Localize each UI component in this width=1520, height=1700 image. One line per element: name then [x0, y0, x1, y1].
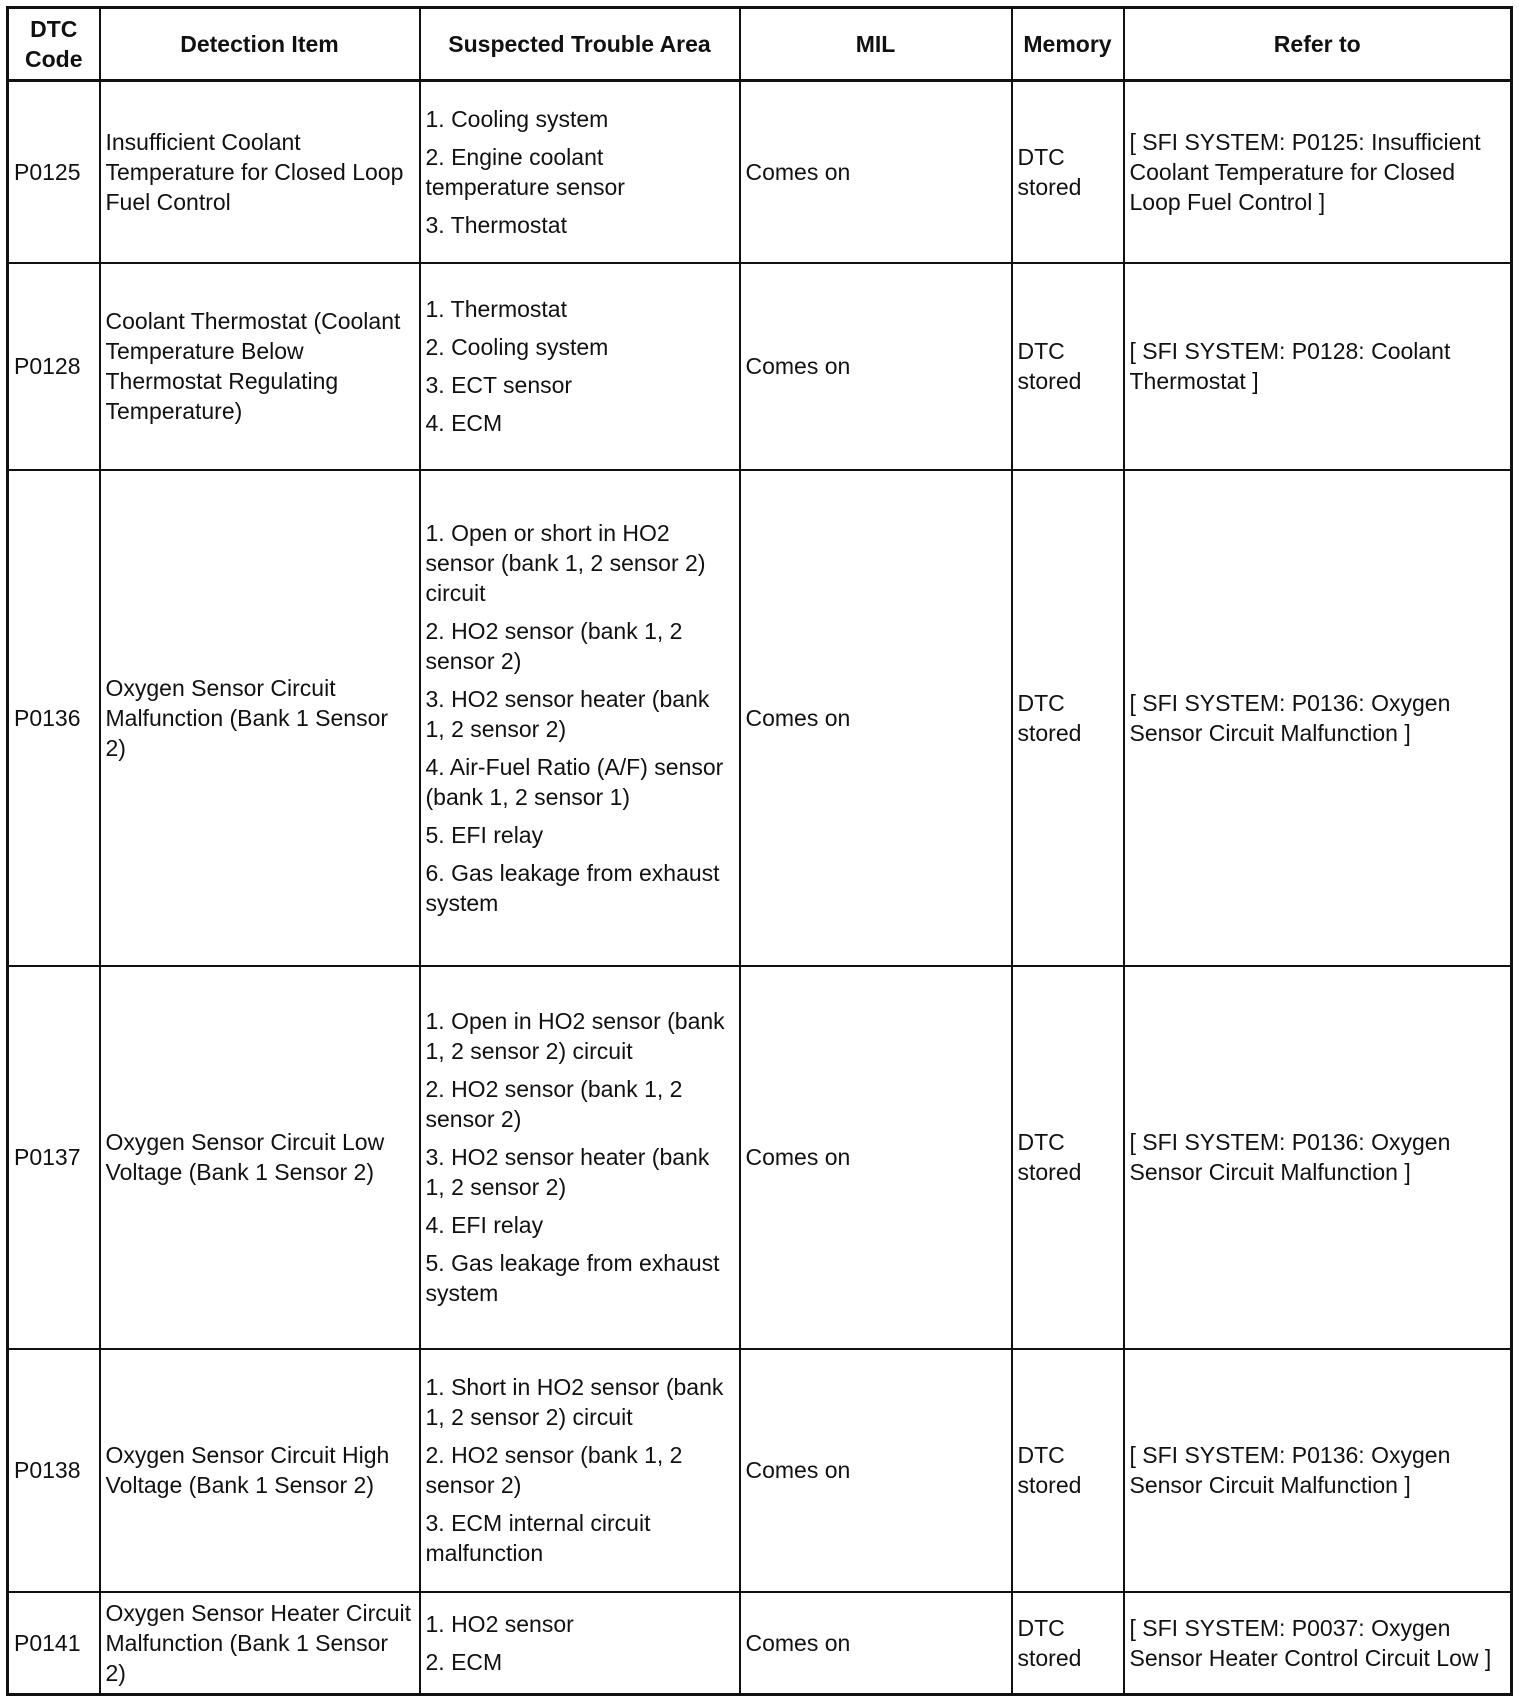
detection-item-cell: Oxygen Sensor Circuit Malfunction (Bank 1 Sensor 2): [100, 470, 420, 966]
trouble-area-item: 1. Short in HO2 sensor (bank 1, 2 sensor 2) circuit: [425, 1374, 724, 1430]
trouble-area-cell: [420, 470, 740, 966]
refer-to-link[interactable]: [ SFI SYSTEM: P0136: Oxygen Sensor Circuit Malfunction ]: [1124, 966, 1512, 1349]
mil-cell: Comes on: [740, 1592, 1012, 1695]
trouble-area-item: 5. Gas leakage from exhaust system: [425, 1250, 720, 1306]
dtc-code-cell: P0125: [8, 81, 100, 263]
trouble-area-item: 6. Gas leakage from exhaust system: [425, 859, 720, 916]
trouble-area-item: 3. ECM internal circuit malfunction: [425, 1510, 651, 1566]
memory-cell: DTC stored: [1012, 470, 1124, 966]
dtc-code-cell: P0138: [8, 1349, 100, 1592]
refer-to-link[interactable]: [ SFI SYSTEM: P0136: Oxygen Sensor Circuit Malfunction ]: [1124, 1349, 1512, 1592]
trouble-area-item: 1. Open in HO2 sensor (bank 1, 2 sensor 2) circuit: [425, 1008, 725, 1064]
detection-item-cell: Oxygen Sensor Circuit High Voltage (Bank 1 Sensor 2): [100, 1349, 420, 1592]
memory-cell: DTC stored: [1012, 81, 1124, 263]
header-suspected-trouble-area: Suspected Trouble Area: [420, 8, 740, 81]
trouble-area-item: 1. Cooling system: [425, 105, 609, 132]
dtc-code-cell: P0137: [8, 966, 100, 1349]
trouble-area-item: 2. HO2 sensor (bank 1, 2 sensor 2): [425, 1442, 683, 1498]
trouble-area-cell: [420, 1349, 740, 1592]
trouble-area-item: 4. Air-Fuel Ratio (A/F) sensor (bank 1, 2 sensor 1): [425, 753, 724, 810]
refer-to-link[interactable]: [ SFI SYSTEM: P0037: Oxygen Sensor Heater Control Circuit Low ]: [1124, 1592, 1512, 1695]
detection-item-cell: Insufficient Coolant Temperature for Closed Loop Fuel Control: [100, 81, 420, 263]
table-row: [8, 966, 1512, 1349]
trouble-area-item: 3. ECT sensor: [425, 372, 573, 398]
header-detection-item: Detection Item: [100, 8, 420, 81]
trouble-area-item: 3. Thermostat: [425, 211, 567, 238]
memory-cell: DTC stored: [1012, 263, 1124, 470]
trouble-area-item: 5. EFI relay: [425, 821, 544, 848]
trouble-area-item: 2. Engine coolant temperature sensor: [425, 143, 625, 200]
table-row: [8, 81, 1512, 263]
mil-cell: Comes on: [740, 1349, 1012, 1592]
trouble-area-item: 4. ECM: [425, 410, 503, 436]
mil-cell: Comes on: [740, 81, 1012, 263]
memory-cell: DTC stored: [1012, 966, 1124, 1349]
dtc-code-cell: P0128: [8, 263, 100, 470]
refer-to-link[interactable]: [ SFI SYSTEM: P0136: Oxygen Sensor Circuit Malfunction ]: [1124, 470, 1512, 966]
mil-cell: Comes on: [740, 263, 1012, 470]
trouble-area-item: 2. HO2 sensor (bank 1, 2 sensor 2): [425, 1076, 683, 1132]
trouble-area-item: 1. Open or short in HO2 sensor (bank 1, 2 sensor 2) circuit: [425, 519, 706, 606]
trouble-area-item: 2. HO2 sensor (bank 1, 2 sensor 2): [425, 617, 683, 674]
dtc-code-cell: P0136: [8, 470, 100, 966]
mil-cell: Comes on: [740, 470, 1012, 966]
dtc-table: [6, 6, 1513, 1696]
header-row: [8, 8, 1512, 81]
header-refer-to: Refer to: [1124, 8, 1512, 81]
trouble-area-item: 2. ECM: [425, 1648, 503, 1675]
header-dtc-code: DTC Code: [8, 8, 100, 81]
trouble-area-cell: [420, 263, 740, 470]
header-mil: MIL: [740, 8, 1012, 81]
memory-cell: DTC stored: [1012, 1592, 1124, 1695]
trouble-area-item: 1. Thermostat: [425, 296, 567, 322]
trouble-area-item: 4. EFI relay: [425, 1212, 544, 1238]
header-memory: Memory: [1012, 8, 1124, 81]
refer-to-link[interactable]: [ SFI SYSTEM: P0128: Coolant Thermostat ]: [1124, 263, 1512, 470]
memory-cell: DTC stored: [1012, 1349, 1124, 1592]
trouble-area-item: 2. Cooling system: [425, 334, 609, 360]
trouble-area-cell: [420, 81, 740, 263]
trouble-area-cell: [420, 1592, 740, 1695]
trouble-area-item: 1. HO2 sensor: [425, 1610, 574, 1637]
table-row: [8, 1349, 1512, 1592]
table-row: [8, 1592, 1512, 1695]
dtc-code-cell: P0141: [8, 1592, 100, 1695]
trouble-area-item: 3. HO2 sensor heater (bank 1, 2 sensor 2): [425, 685, 710, 742]
detection-item-cell: Oxygen Sensor Heater Circuit Malfunction (Bank 1 Sensor 2): [100, 1592, 420, 1695]
mil-cell: Comes on: [740, 966, 1012, 1349]
table-row: [8, 263, 1512, 470]
trouble-area-item: 3. HO2 sensor heater (bank 1, 2 sensor 2): [425, 1144, 710, 1200]
refer-to-link[interactable]: [ SFI SYSTEM: P0125: Insufficient Coolant Temperature for Closed Loop Fuel Control ]: [1124, 81, 1512, 263]
table-row: [8, 470, 1512, 966]
detection-item-cell: Coolant Thermostat (Coolant Temperature Below Thermostat Regulating Temperature): [100, 263, 420, 470]
trouble-area-cell: [420, 966, 740, 1349]
detection-item-cell: Oxygen Sensor Circuit Low Voltage (Bank 1 Sensor 2): [100, 966, 420, 1349]
